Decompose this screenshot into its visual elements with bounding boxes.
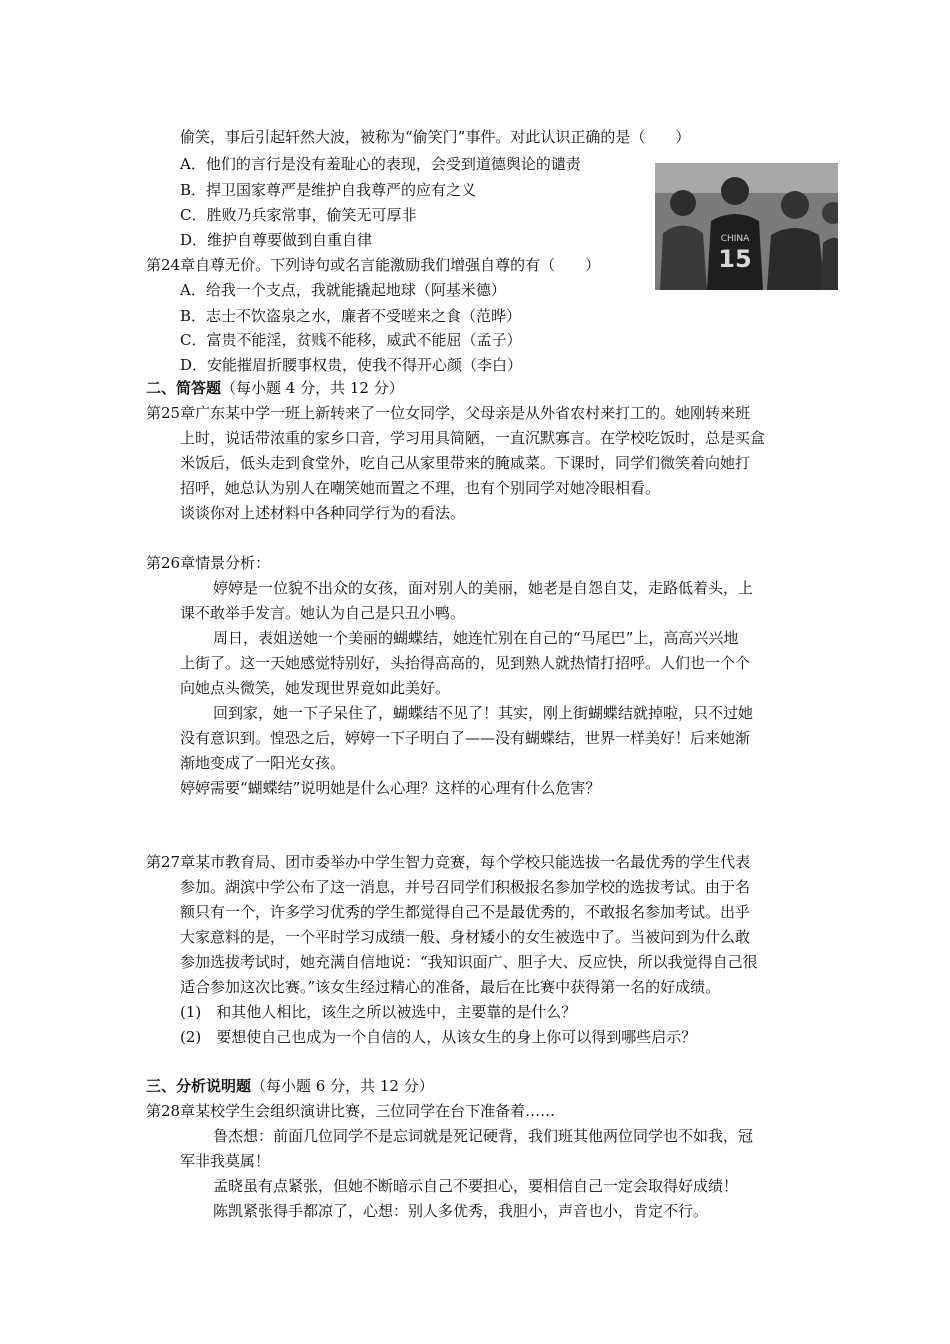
q25-line: 招呼，她总认为别人在嘲笑她而置之不理，也有个别同学对她冷眼相看。 — [180, 479, 661, 497]
q24-option-a: A．给我一个支点，我就能撬起地球（阿基米德） — [180, 281, 506, 299]
section-2-note: （每小题 4 分，共 12 分） — [221, 379, 404, 397]
section-3-note: （每小题 6 分，共 12 分） — [251, 1077, 434, 1095]
q28-line: 陈凯紧张得手都凉了，心想：别人多优秀，我胆小，声音也小，肯定不行。 — [213, 1202, 709, 1220]
q26-line: 上街了。这一天她感觉特别好，头抬得高高的，见到熟人就热情打招呼。人们也一个个 — [180, 654, 751, 672]
q24-option-c: C．富贵不能淫，贫贱不能移，威武不能屈（孟子） — [180, 331, 522, 349]
q26-line: 渐地变成了一阳光女孩。 — [180, 754, 346, 772]
section-3-title: 三、分析说明题 — [146, 1077, 252, 1095]
jersey-number: 15 — [718, 245, 752, 273]
q26-line: 回到家，她一下子呆住了，蝴蝶结不见了！其实，刚上街蝴蝶结就掉啦，只不过她 — [213, 704, 754, 722]
q25-line: 第25章广东某中学一班上新转来了一位女同学，父母亲是从外省农村来打工的。她刚转来班 — [146, 404, 751, 422]
q23-option-a: A．他们的言行是没有羞耻心的表现，会受到道德舆论的谴责 — [180, 155, 581, 173]
q28-line: 军非我莫属！ — [180, 1152, 271, 1170]
section-3-heading — [146, 1076, 434, 1096]
q26-line: 向她点头微笑，她发现世界竟如此美好。 — [180, 679, 451, 697]
q23-stem: 偷笑，事后引起轩然大波，被称为“偷笑门”事件。对此认识正确的是（ ） — [180, 128, 691, 146]
section-2-heading — [146, 378, 404, 398]
q28-line: 第28章某校学生会组织演讲比赛，三位同学在台下准备着…… — [146, 1102, 556, 1120]
q27-line: 参加。湖滨中学公布了这一消息，并号召同学们积极报名参加学校的选拔考试。由于名 — [180, 878, 751, 896]
basketball-players-photo — [655, 163, 838, 290]
q28-line: 鲁杰想：前面几位同学不是忘词就是死记硬背，我们班其他两位同学也不如我，冠 — [213, 1127, 754, 1145]
q26-line: 周日，表姐送她一个美丽的蝴蝶结，她连忙别在自己的“马尾巴”上，高高兴兴地 — [213, 629, 739, 647]
q25-question: 谈谈你对上述材料中各种同学行为的看法。 — [180, 504, 466, 522]
q24-option-d: D．安能摧眉折腰事权贵，使我不得开心颜（李白） — [180, 356, 523, 374]
q25-line: 上时，说话带浓重的家乡口音，学习用具简陋，一直沉默寡言。在学校吃饭时，总是买盒 — [180, 429, 766, 447]
q26-question: 婷婷需要“蝴蝶结”说明她是什么心理？这样的心理有什么危害？ — [180, 779, 601, 797]
q26-line: 婷婷是一位貌不出众的女孩，面对别人的美丽，她老是自怨自艾，走路低着头，上 — [213, 579, 754, 597]
q24-option-b: B．志士不饮盗泉之水，廉者不受嗟来之食（范晔） — [180, 307, 522, 325]
q27-line: 额只有一个，许多学习优秀的学生都觉得自己不是最优秀的，不敢报名参加考试。出乎 — [180, 903, 751, 921]
q27-subquestion-2: (2) 要想使自己也成为一个自信的人，从该女生的身上你可以得到哪些启示？ — [180, 1028, 697, 1046]
q27-line: 参加选拔考试时，她充满自信地说：“我知识面广、胆子大、反应快，所以我觉得自己很 — [180, 953, 758, 971]
q27-line: 大家意料的是，一个平时学习成绩一般、身材矮小的女生被选中了。当被问到为什么敢 — [180, 928, 751, 946]
q26-line: 课不敢举手发言。她认为自己是只丑小鸭。 — [180, 604, 466, 622]
q27-subquestion-1: (1) 和其他人相比，该生之所以被选中，主要靠的是什么？ — [180, 1003, 577, 1021]
q23-option-d: D．维护自尊要做到自重自律 — [180, 231, 373, 249]
q28-line: 孟晓虽有点紧张，但她不断暗示自己不要担心，要相信自己一定会取得好成绩！ — [213, 1177, 739, 1195]
q25-line: 米饭后，低头走到食堂外，吃自己从家里带来的腌咸菜。下课时，同学们微笑着向她打 — [180, 454, 751, 472]
q23-option-b: B．捍卫国家尊严是维护自我尊严的应有之义 — [180, 181, 477, 199]
q26-line: 第26章情景分析： — [146, 554, 271, 572]
q26-line: 没有意识到。惶恐之后，婷婷一下子明白了——没有蝴蝶结，世界一样美好！后来她渐 — [180, 729, 751, 747]
q23-option-c: C．胜败乃兵家常事，偷笑无可厚非 — [180, 206, 417, 224]
q27-line: 适合参加这次比赛。”该女生经过精心的准备，最后在比赛中获得第一名的好成绩。 — [180, 978, 721, 996]
section-2-title: 二、简答题 — [146, 379, 222, 397]
q24-stem: 第24章自尊无价。下列诗句或名言能激励我们增强自尊的有（ ） — [146, 256, 601, 274]
q27-line: 第27章某市教育局、团市委举办中学生智力竞赛，每个学校只能选拔一名最优秀的学生代表 — [146, 853, 751, 871]
jersey-text: CHINA — [720, 234, 750, 244]
